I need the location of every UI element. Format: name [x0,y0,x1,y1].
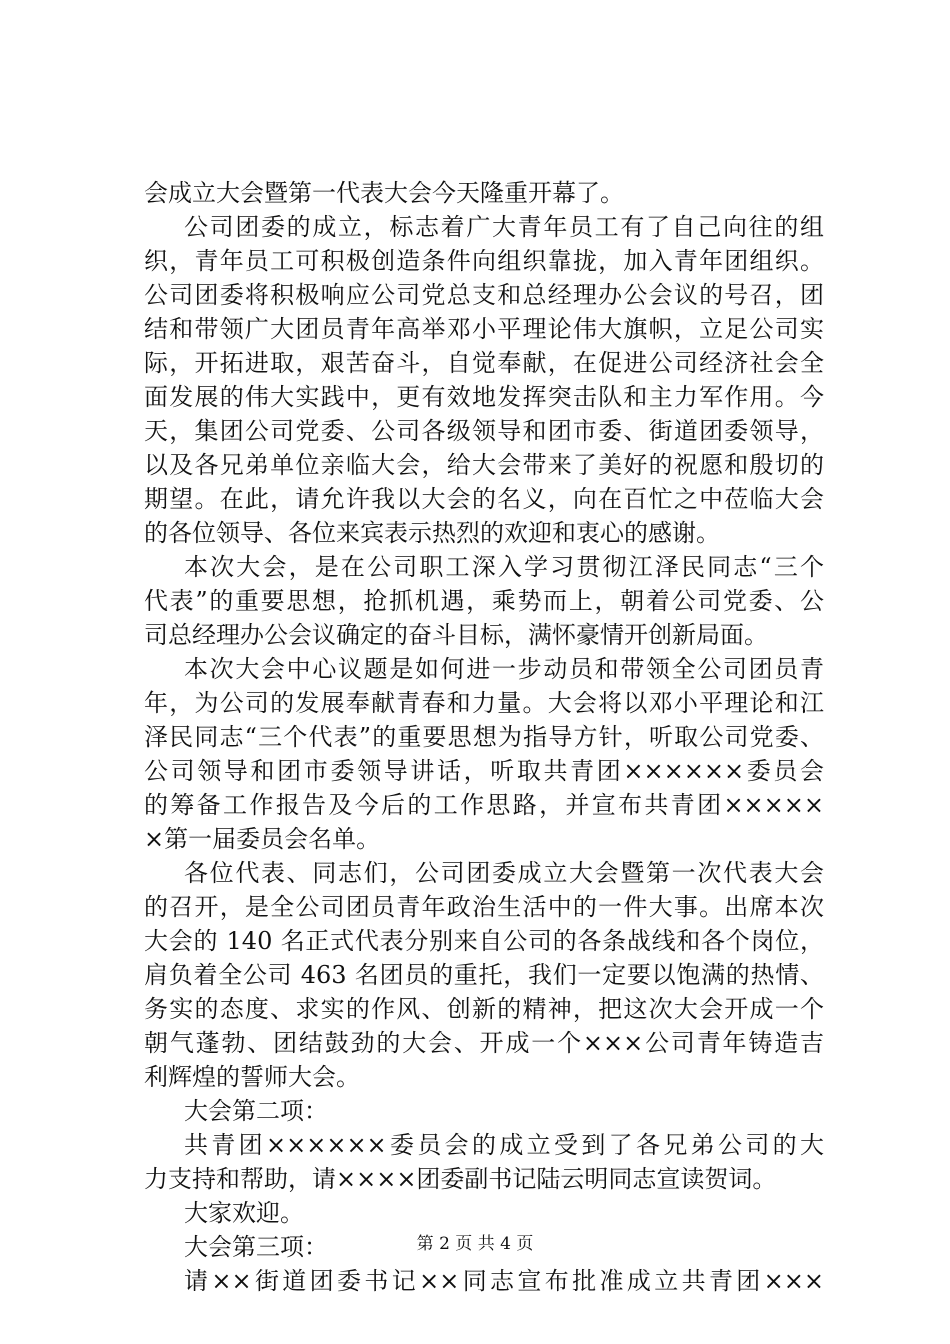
text-line: 公司团委的成立，标志着广大青年员工有了自己向往的组 [184,213,824,241]
text-line: 大家欢迎。 [184,1199,304,1227]
text-line: 力支持和帮助，请××××团委副书记陆云明同志宣读贺词。 [144,1165,777,1193]
text-line: ×第一届委员会名单。 [144,825,381,853]
text-line: 年，为公司的发展奉献青春和力量。大会将以邓小平理论和江 [144,689,824,717]
text-line: 面发展的伟大实践中，更有效地发挥突击队和主力军作用。今 [144,383,824,411]
text-line: 本次大会中心议题是如何进一步动员和带领全公司团员青 [184,655,824,683]
text-line: 公司领导和团市委领导讲话，听取共青团××××××委员会 [144,757,824,785]
text-line: 的各位领导、各位来宾表示热烈的欢迎和衷心的感谢。 [144,519,720,547]
text-line: 务实的态度、求实的作风、创新的精神，把这次大会开成一个 [144,995,824,1023]
text-line: 期望。在此，请允许我以大会的名义，向在百忙之中莅临大会 [144,485,824,513]
text-line: 大会第三项： [184,1233,328,1261]
text-line: 肩负着全公司 463 名团员的重托，我们一定要以饱满的热情、 [144,961,824,989]
text-line: 利辉煌的誓师大会。 [144,1063,360,1091]
text-line: 各位代表、同志们，公司团委成立大会暨第一次代表大会 [184,859,824,887]
text-line: 会成立大会暨第一代表大会今天隆重开幕了。 [144,179,624,207]
text-line: 泽民同志“三个代表”的重要思想为指导方针，听取公司党委、 [144,723,824,751]
page-footer: 第 2 页 共 4 页 [416,1234,534,1254]
text-line: 的筹备工作报告及今后的工作思路，并宣布共青团××××× [144,791,824,819]
text-line: 大会第二项： [184,1097,328,1125]
text-line: 朝气蓬勃、团结鼓劲的大会、开成一个×××公司青年铸造吉 [144,1029,824,1057]
text-line: 织，青年员工可积极创造条件向组织靠拢，加入青年团组织。 [144,247,824,275]
text-line: 公司团委将积极响应公司党总支和总经理办公会议的号召，团 [144,281,824,309]
text-line: 以及各兄弟单位亲临大会，给大会带来了美好的祝愿和殷切的 [144,451,824,479]
text-line: 本次大会，是在公司职工深入学习贯彻江泽民同志“三个 [184,553,824,581]
text-line: 结和带领广大团员青年高举邓小平理论伟大旗帜，立足公司实 [144,315,824,343]
text-line: 际，开拓进取，艰苦奋斗，自觉奉献，在促进公司经济社会全 [144,349,824,377]
document-body [144,176,824,1298]
text-line: 的召开，是全公司团员青年政治生活中的一件大事。出席本次 [144,893,824,921]
text-line: 请××街道团委书记××同志宣布批准成立共青团××× [184,1267,824,1295]
text-line: 代表”的重要思想，抢抓机遇，乘势而上，朝着公司党委、公 [144,587,824,615]
text-line: 司总经理办公会议确定的奋斗目标，满怀豪情开创新局面。 [144,621,768,649]
text-line: 天，集团公司党委、公司各级领导和团市委、街道团委领导， [144,417,824,445]
text-line: 共青团××××××委员会的成立受到了各兄弟公司的大 [184,1131,824,1159]
text-line: 大会的 140 名正式代表分别来自公司的各条战线和各个岗位， [144,927,824,955]
